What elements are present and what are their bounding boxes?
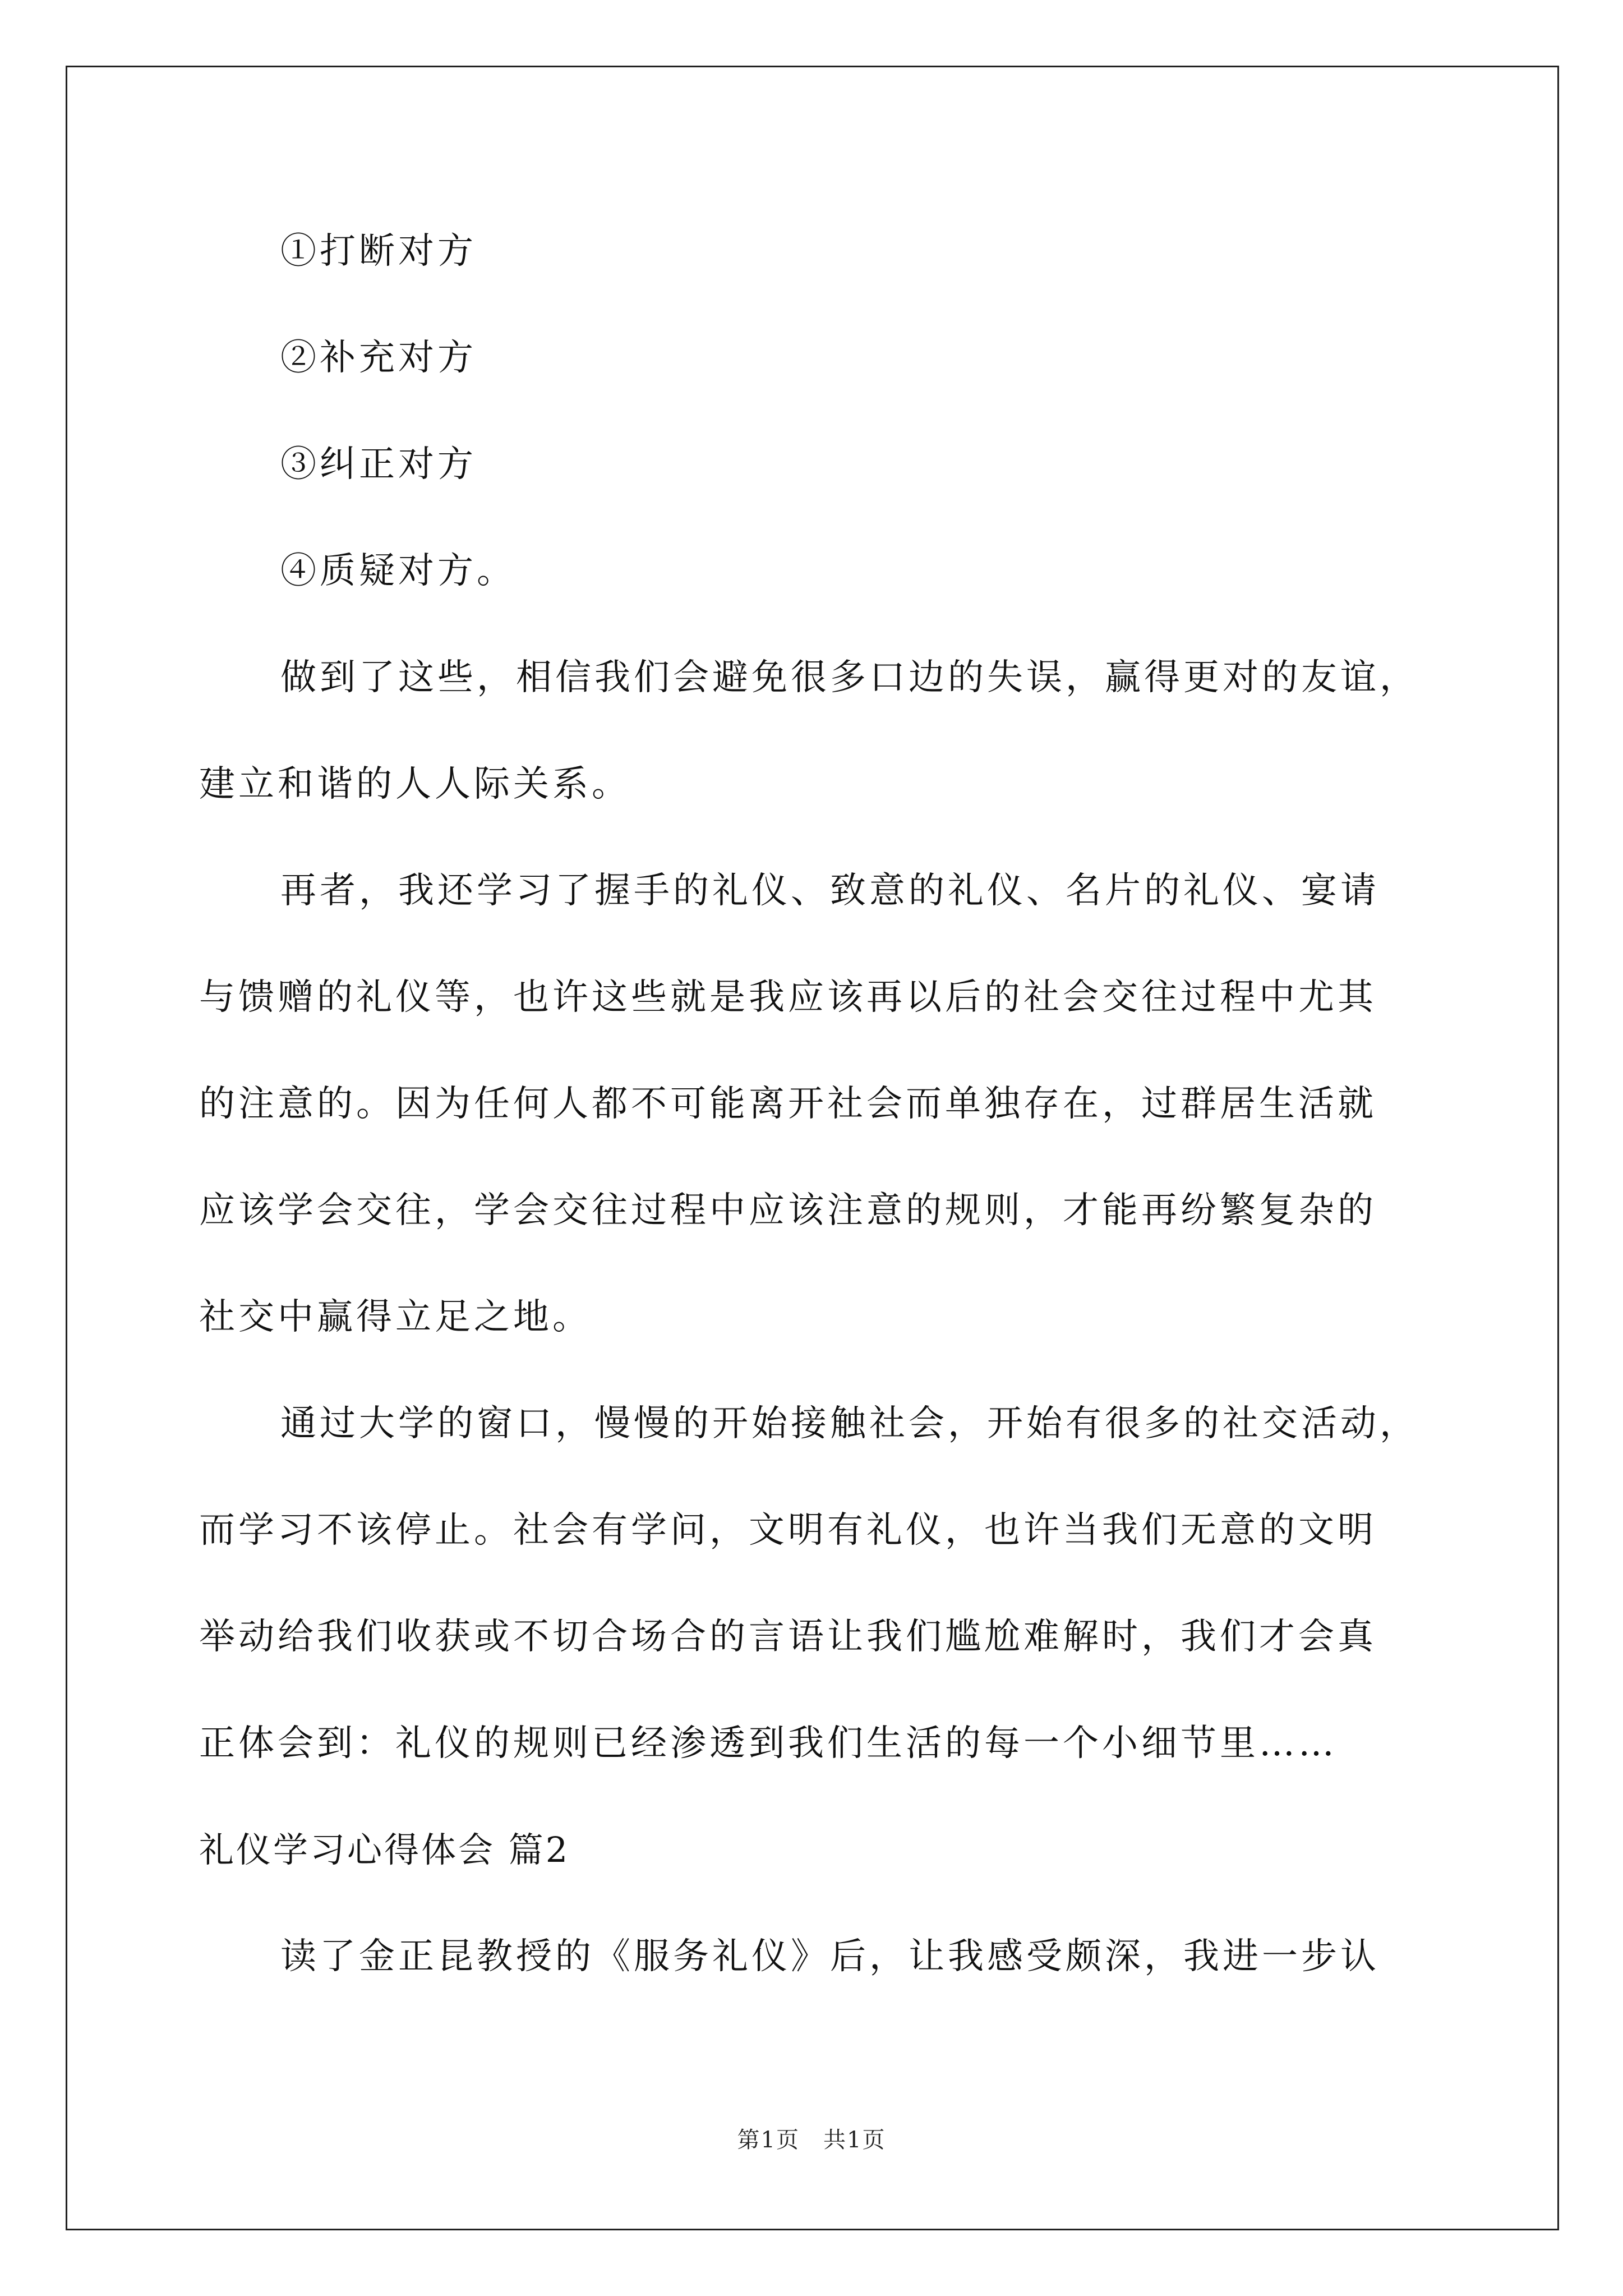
page-border: [66, 66, 1559, 2230]
list-item-supplement: ②补充对方: [280, 337, 477, 379]
page-number-footer: 第1页 共1页: [737, 2127, 886, 2153]
paragraph-line: 正体会到：礼仪的规则已经渗透到我们生活的每一个小细节里……: [199, 1723, 1338, 1764]
paragraph-line: 应该学会交往，学会交往过程中应该注意的规则，才能再纷繁复杂的: [199, 1190, 1377, 1231]
paragraph-line: 建立和谐的人人际关系。: [199, 763, 631, 805]
paragraph-line: 举动给我们收获或不切合场合的言语让我们尴尬难解时，我们才会真: [199, 1616, 1377, 1658]
paragraph-line: 与馈赠的礼仪等，也许这些就是我应该再以后的社会交往过程中尤其: [199, 977, 1377, 1018]
paragraph-line: 读了金正昆教授的《服务礼仪》后，让我感受颇深，我进一步认: [280, 1936, 1380, 1977]
paragraph-line: 的注意的。因为任何人都不可能离开社会而单独存在，过群居生活就: [199, 1083, 1377, 1125]
list-item-correct: ③纠正对方: [280, 444, 477, 485]
paragraph-line: 再者，我还学习了握手的礼仪、致意的礼仪、名片的礼仪、宴请: [280, 870, 1380, 912]
paragraph-line: 社交中赢得立足之地。: [199, 1296, 592, 1338]
section-heading: 礼仪学习心得体会 篇2: [199, 1829, 570, 1870]
paragraph-line: 通过大学的窗口，慢慢的开始接触社会，开始有很多的社交活动，: [280, 1403, 1419, 1444]
list-item-interrupt: ①打断对方: [280, 231, 477, 272]
paragraph-line: 而学习不该停止。社会有学问，文明有礼仪，也许当我们无意的文明: [199, 1510, 1377, 1551]
paragraph-line: 做到了这些，相信我们会避免很多口边的失误，赢得更对的友谊，: [280, 657, 1419, 698]
list-item-question: ④质疑对方。: [280, 550, 516, 592]
